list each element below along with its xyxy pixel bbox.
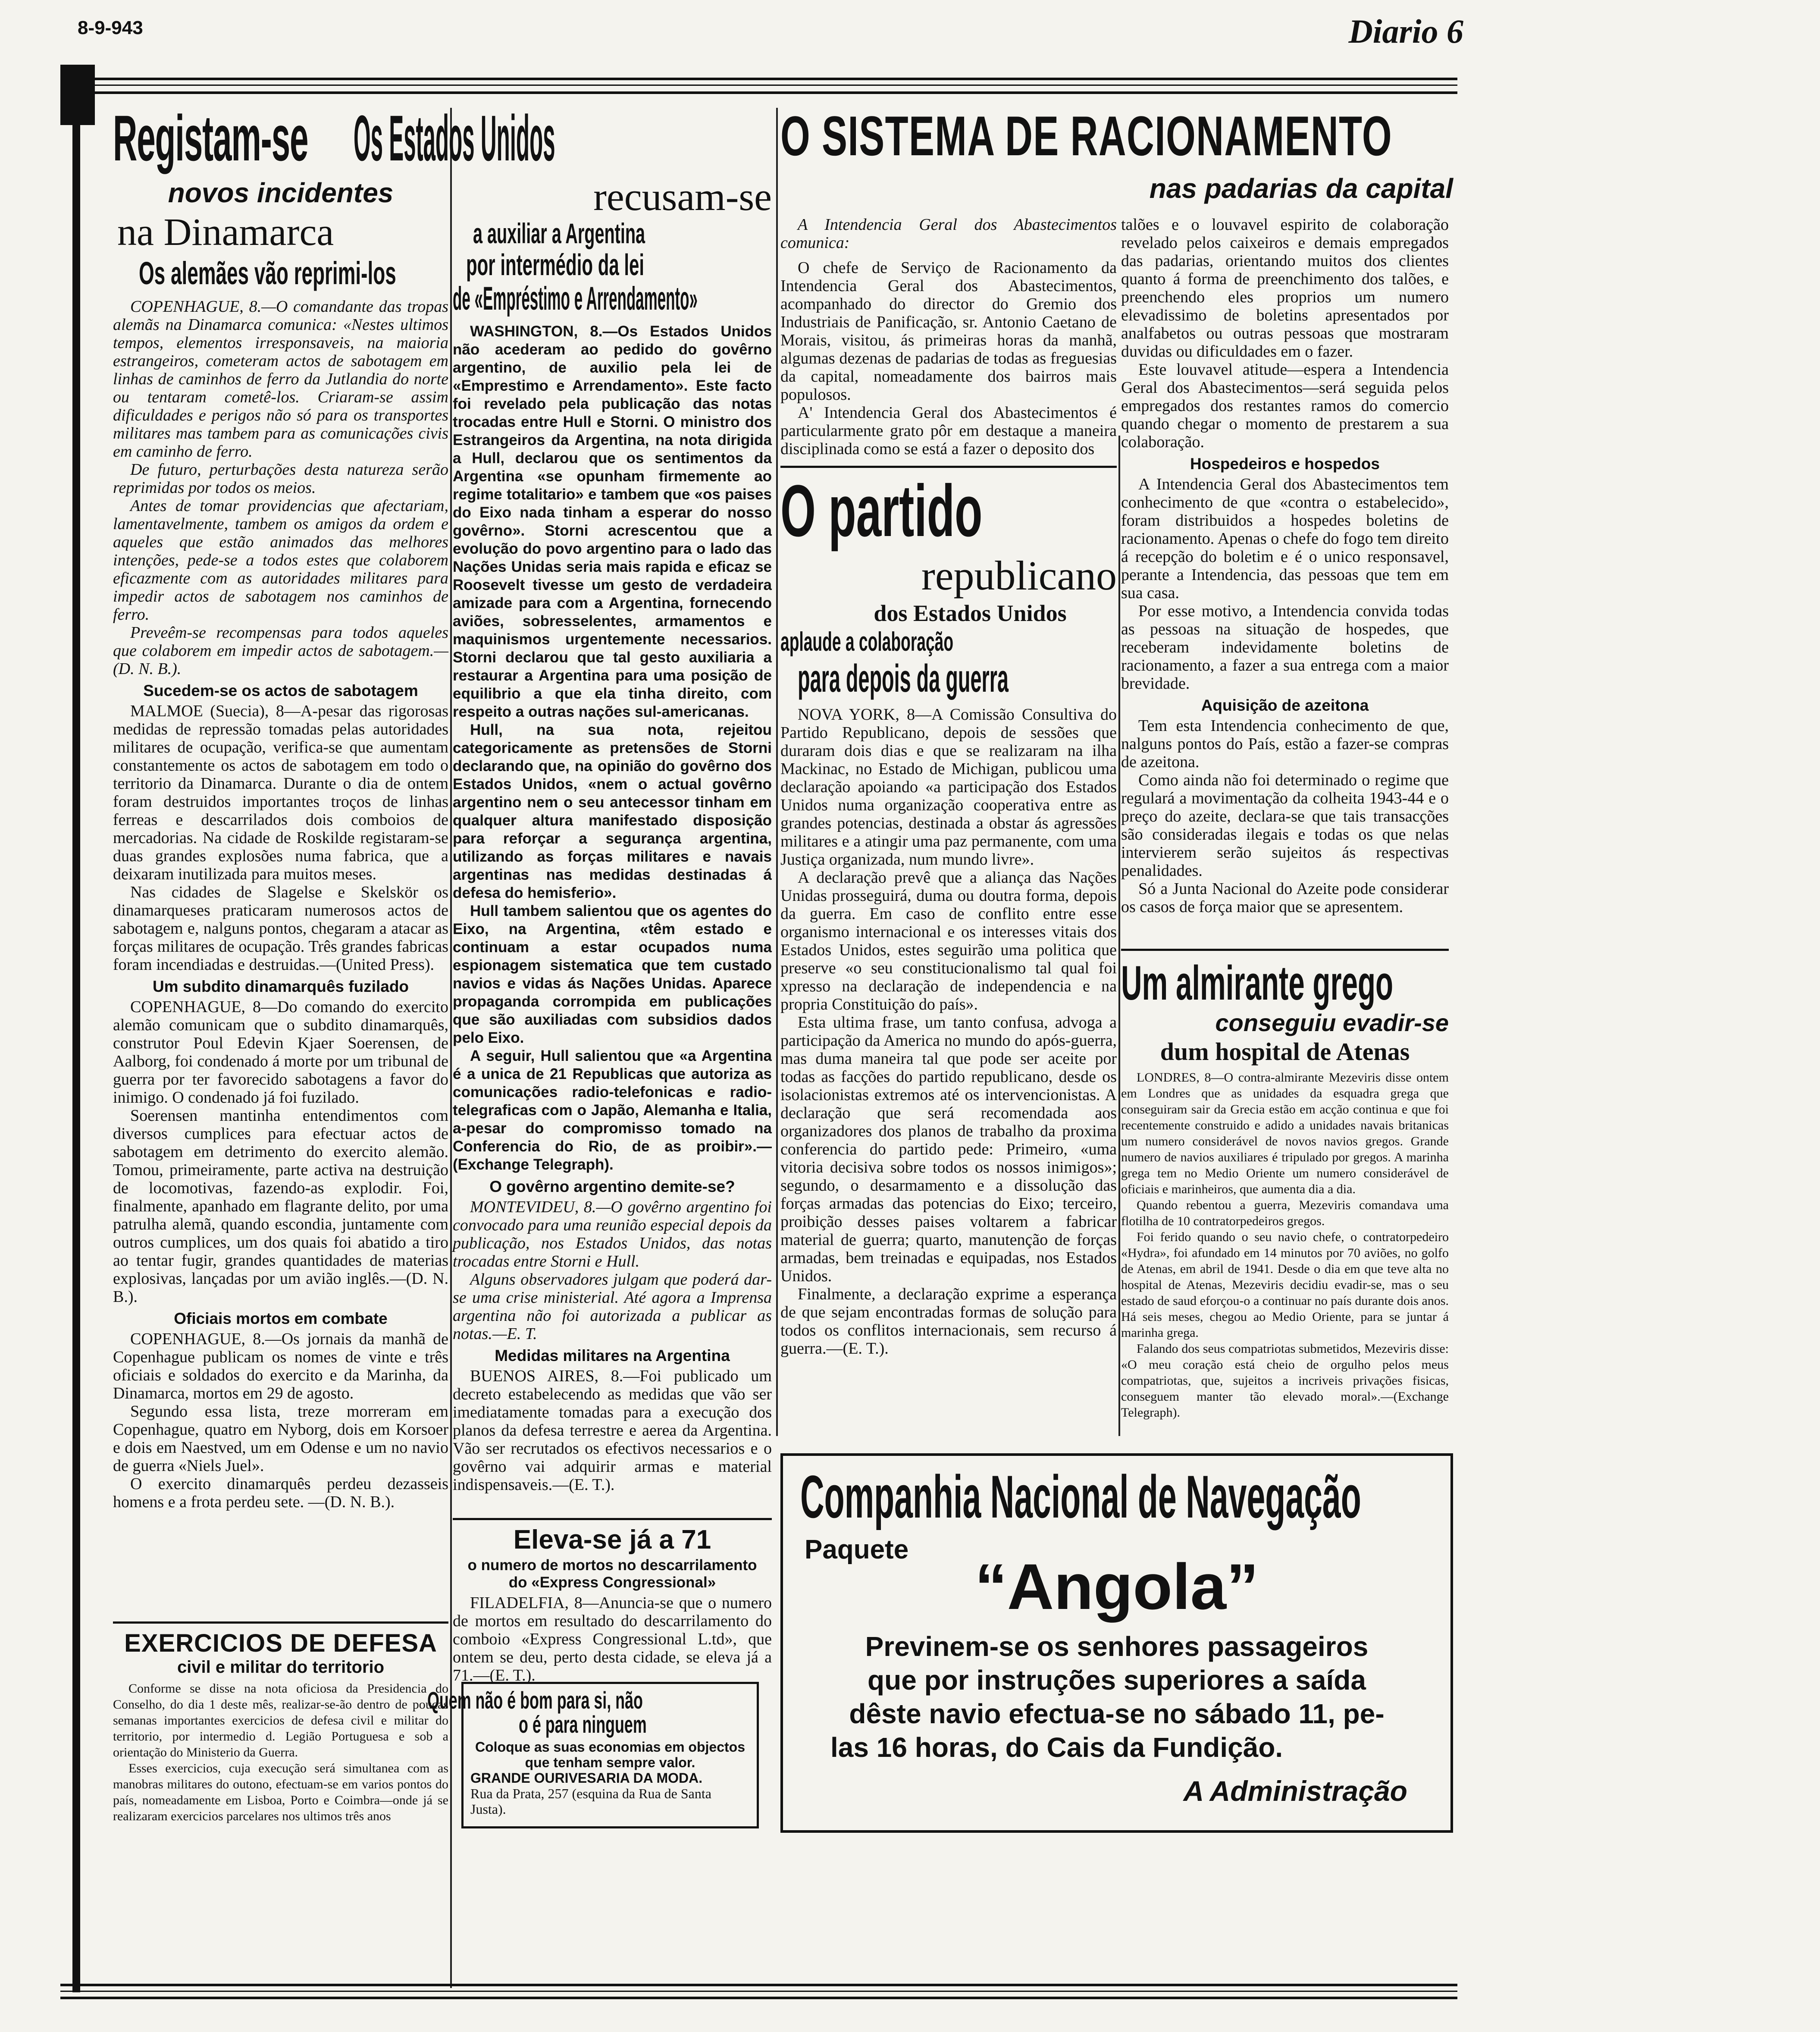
deck: dos Estados Unidos	[874, 600, 1067, 626]
paragraph: COPENHAGUE, 8.—O comandante das tropas alemãs na Dinamarca comunica: «Nestes ultimos tempos, elementos irresponsaveis, na maioria estrangeiros, cometeram actos de sabotagem em linhas de caminhos de ferro da Jutlandia do norte ou tentaram cometê-los. Criaram-se assim dificuldades e perigos não só para os transportes militares mas tambem para as comunicações civis em caminho de ferro.	[113, 298, 448, 461]
headline: Registam-se	[113, 102, 308, 174]
paragraph: BUENOS AIRES, 8.—Foi publicado um decreto estabelecendo as medidas que vão ser imediatamente tomadas para a execução dos planos da defesa terrestre e aerea da Argentina. Vão ser recrutados os efectivos necessarios e o govêrno vai adquirir armas e material indispensaveis.—(E. T.).	[453, 1367, 772, 1494]
paragraph: MONTEVIDEU, 8.—O govêrno argentino foi convocado para uma reunião especial depois da publicação, nos Estados Unidos, das notas trocadas entre Storni e Hull.	[453, 1198, 772, 1270]
deck: Os alemães vão reprimi-los	[139, 255, 396, 291]
ad-address: Rua da Prata, 257 (esquina da Rua de Santa Justa).	[470, 1786, 711, 1817]
paragraph: De futuro, perturbações desta natureza serão reprimidas por todos os meios.	[113, 461, 448, 497]
ad-line: dêste navio efectua-se no sábado 11, pe-	[849, 1698, 1385, 1729]
deck: para depois da guerra	[798, 657, 1009, 700]
paragraph: O chefe de Serviço de Racionamento da Intendencia Geral dos Abastecimentos, acompanhado do director do Gremio dos Industriais de Panificação, sr. Antonio Caetano de Morais, visitou, ás primeiras horas da manhã, algumas dezenas de padarias de todas as freguesias da capital, nomeadamente dos bairros mais populosos.	[780, 259, 1117, 404]
paragraph: Antes de tomar providencias que afectariam, lamentavelmente, tambem os amigos da ordem e aqueles que estão animados das melhores intenções, pede-se a todos estes que colaborem eficazmente com as autoridades militares para impedir actos de sabotagem nos caminhos de ferro.	[113, 497, 448, 624]
subheadline: republicano	[921, 552, 1117, 599]
paragraph: Soerensen mantinha entendimentos com diversos cumplices para efectuar actos de sabotagem em detrimento do exercito alemão. Tomou, primeiramente, parte activa na destruição de locomotivas, fazendo-as explodir. Foi, finalmente, apanhado em flagrante delito, por uma patrulha alemã, quando escondia, juntamente com outros cumplices, um dos quais foi abatido a tiro ao tentar fugir, grandes quantidades de materias explosivas, lançadas por um avião inglês.—(D. N. B.).	[113, 1107, 448, 1306]
paragraph: Esses exercicios, cuja execução será simultanea com as manobras militares do outono, efectuam-se em varios pontos do país, nomeadamente em Lisboa, Porto e Coimbra—onde já se realizaram exercicios parcelares nos ultimos três anos	[113, 1761, 448, 1823]
ad-signature: A Administração	[1183, 1775, 1407, 1807]
headline: O SISTEMA DE RACIONAMENTO	[780, 104, 1393, 167]
article-racionamento-cont	[1121, 216, 1449, 944]
column-divider	[1118, 436, 1120, 1436]
paragraph: Só a Junta Nacional do Azeite pode considerar os casos de força maior que se apresentem.	[1121, 880, 1449, 916]
paragraph: Este louvavel atitude—espera a Intendencia Geral dos Abastecimentos—será seguida pelos empregados dos restantes ramos do comercio quando chegar o momento de prestarem a sua colaboração.	[1121, 361, 1449, 451]
paragraph: Foi ferido quando o seu navio chefe, o contratorpedeiro «Hydra», foi afundado em 14 minutos por 70 aviões, no golfo de Atenas, em abril de 1941. Desde o dia em que teve alta no hospital de Atenas, Mezeviris decidiu evadir-se, mas o seu estado de saud eforçou-o a continuar no país durante dois anos. Há seis meses, chegou ao Medio Oriente, para se juntar á marinha grega.	[1121, 1230, 1449, 1340]
article-partido	[780, 470, 1117, 1440]
paragraph: COPENHAGUE, 8—Do comando do exercito alemão comunicam que o subdito dinamarquês, construtor Poul Edevin Kjaer Soerensen, de Aalborg, foi condenado á morte por um tribunal de guerra por ter favorecido sabotagens a favor do inimigo. O condenado já foi fuzilado.	[113, 998, 448, 1107]
paragraph: MALMOE (Suecia), 8—A-pesar das rigorosas medidas de repressão tomadas pelas autoridades militares de ocupação, verifica-se que aumentam constantemente os actos de sabotagem em todo o territorio da Dinamarca. Durante o dia de ontem foram destruidos importantes troços de linhas ferreas e descarrilados dois comboios de mercadorias. Na cidade de Roskilde registaram-se duas grandes explosões numa fabrica, que a deixaram inutilizada para muitos meses.	[113, 702, 448, 883]
subheadline: recusam-se	[593, 175, 772, 219]
headline: O partido	[780, 470, 983, 552]
headline: Eleva-se já a 71	[513, 1525, 711, 1555]
ad-title: o é para ninguem	[519, 1711, 647, 1738]
headline-racionamento	[780, 103, 1453, 177]
paragraph: Quando rebentou a guerra, Mezeviris comandava uma flotilha de 10 contratorpedeiros gregos.	[1121, 1198, 1449, 1228]
section-rule	[780, 466, 1117, 468]
paragraph: A Intendencia Geral dos Abastecimentos comunica:	[780, 216, 1117, 252]
subheadline: civil e militar do territorio	[177, 1658, 385, 1677]
paragraph: Hull tambem salientou que os agentes do Eixo, na Argentina, «têm estado e continuam a estar ocupados numa espionagem sistematica que tem custado navios e vidas ás Nações Unidas. Aparece propaganda corrompida em publicações que são auxiliadas com subsidios dados pelo Eixo.	[453, 903, 772, 1046]
paragraph: WASHINGTON, 8.—Os Estados Unidos não acederam ao pedido do govêrno argentino, de auxilio pela lei de «Emprestimo e Arrendamento». Este facto foi revelado pela publicação das notas trocadas entre Hull e Storni. O ministro dos Estrangeiros da Argentina, na nota dirigida a Hull, declarou que os sentimentos da Argentina «se opunham firmemente ao regime totalitario» e tambem que «os paises do Eixo nada tinham a esperar do nosso govêrno». Storni acrescentou que a evolução do povo argentino para o lado das Nações Unidas seria mais rapida e eficaz se Roosevelt tivesse um gesto de verdadeira amizade para com a Argentina, fornecendo aviões, sobresselentes, armamentos e maquinismos urgentemente necessarios. Storni declarou que tal gesto auxiliaria a restaurar a Argentina para uma posição de equilibrio a que ela tinha direito, com respeito a outras nações sul-americanas.	[453, 323, 772, 720]
paragraph: Por esse motivo, a Intendencia convida todas as pessoas na situação de hospedes, que receberam indevidamente boletins de racionamento, a fazer a sua entrega com a maior brevidade.	[1121, 602, 1449, 693]
paragraph: COPENHAGUE, 8.—Os jornais da manhã de Copenhague publicam os nomes de vinte e três oficiais e soldados do exercito e da Marinha, da Dinamarca, mortos em 29 de agosto.	[113, 1330, 448, 1402]
ad-line: que por instruções superiores a saída	[868, 1665, 1366, 1696]
ad-store: GRANDE OURIVESARIA DA MODA.	[470, 1770, 703, 1786]
paragraph: NOVA YORK, 8—A Comissão Consultiva do Partido Republicano, depois de sessões que duraram dois dias e que se realizaram na ilha Mackinac, no Estado de Michigan, publicou uma declaração apoiando «a participação dos Estados Unidos numa organização cooperativa entre as grandes potencias, destinada a obstar ás agressões militares e a atingir uma paz permanente, com uma Justiça organizada, num mundo livre».	[780, 706, 1117, 869]
subheadline: novos incidentes	[168, 177, 394, 208]
subheading: Medidas militares na Argentina	[495, 1347, 730, 1364]
paragraph: LONDRES, 8—O contra-almirante Mezeviris disse ontem em Londres que as unidades da esquadra grega que conseguiram sair da Grecia estão em acção continua e que foi recentemente construido e adido a unidades navais britanicas um numero considerável de novos navios gregos. Grande numero de navios auxiliares é tripulado por gregos. A marinha grega tem no Medio Oriente um numero considerável de oficiais e marinheiros, que aumenta dia a dia.	[1121, 1070, 1449, 1196]
subheading: Sucedem-se os actos de sabotagem	[143, 682, 418, 699]
paragraph: A Intendencia Geral dos Abastecimentos tem conhecimento de que «contra o estabelecido», foram distribuidos a hospedes boletins de racionamento. Apenas o chefe do fogo tem direito á recepção do boletim e é o unico responsavel, perante a Intendencia, das pessoas que tem em sua casa.	[1121, 475, 1449, 602]
paragraph: Segundo essa lista, treze morreram em Copenhague, quatro em Nyborg, dois em Korsoer e dois em Naestved, um em Odense e um no navio de guerra «Niels Juel».	[113, 1402, 448, 1475]
paragraph: Preveêm-se recompensas para todos aqueles que colaborem em impedir actos de sabotagem.—(D. N. B.).	[113, 624, 448, 678]
section-rule	[453, 1518, 772, 1520]
article-estados-unidos	[354, 102, 772, 1522]
paragraph: Esta ultima frase, um tanto confusa, advoga a participação da America no mundo do após-guerra, mas duma maneira tal que pode ser aceite por todas as facções do partido republicano, desde os isolacionistas extremos até os intervencionistas. A declaração que será recomendada aos organizadores dos planos de trabalho da proxima conferencia do partido pede: Primeiro, «uma vitoria decisiva sobre todos os nossos inimigos»; segundo, o desarmamento e a dissolução das forças armadas das potencias do Eixo; terceiro, proibição desses paises voltarem a fabricar material de guerra; quarto, manutenção de forças armadas, bem treinadas e equipadas, nos Estados Unidos.	[780, 1013, 1117, 1285]
headline: EXERCICIOS DE DEFESA	[124, 1629, 437, 1657]
subheadline: nas padarias da capital	[1149, 173, 1453, 204]
margin-rule	[72, 65, 80, 1992]
subheading: Um subdito dinamarquês fuzilado	[152, 978, 409, 995]
subheading: Hospedeiros e hospedos	[1190, 455, 1380, 473]
article-exercicios	[113, 1621, 448, 1932]
column-divider	[776, 108, 778, 1436]
newspaper-title: Diario 6	[1348, 13, 1463, 50]
ad-company: Companhia Nacional de Navegação	[800, 1463, 1361, 1530]
ad-body: Coloque as suas economias em objectos que tenham sempre valor.	[475, 1739, 745, 1770]
paragraph: Finalmente, a declaração exprime a esperança de que sejam encontradas formas de solução para todos os conflitos internacionais, sem recurso á guerra.—(E. T.).	[780, 1285, 1117, 1358]
deck: aplaude a colaboração	[780, 627, 954, 657]
deck: dum hospital de Atenas	[1160, 1038, 1410, 1066]
ad-companhia-navegacao	[780, 1453, 1453, 1833]
paragraph: A seguir, Hull salientou que «a Argentina é a unica de 21 Republicas que autoriza as comunicações radio-telefonicas e radio-telegraficas com o Japão, Alemanha e Italia, a-pesar do compromisso tomado na Conferencia do Rio, de as proibir».—(Exchange Telegraph).	[453, 1047, 772, 1173]
issue-date: 8-9-943	[78, 17, 143, 38]
section-rule	[113, 1621, 448, 1624]
ad-ourivesaria	[427, 1682, 759, 1828]
ad-label: Paquete	[805, 1535, 909, 1565]
headline: Um almirante grego	[1121, 956, 1394, 1010]
ad-line: las 16 horas, do Cais da Fundição.	[830, 1732, 1283, 1763]
footer-rule	[60, 1984, 1457, 1986]
paragraph: Falando dos seus compatriotas submetidos, Mezeviris disse: «O meu coração está cheio de orgulho pelos meus compatriotas, que, sujeitos a incriveis privações fisicas, conseguem manter tão elevado moral».—(Exchange Telegraph).	[1121, 1342, 1449, 1420]
paragraph: Nas cidades de Slagelse e Skelskör os dinamarqueses praticaram numerosos actos de sabotagem e, nalguns pontos, chegaram a atacar as forças militares de ocupação. Três grandes fabricas foram incendiadas e destruidas.—(United Press).	[113, 883, 448, 974]
subheading: Aquisição de azeitona	[1201, 696, 1369, 714]
header-rule-2	[60, 85, 1457, 86]
paragraph: Tem esta Intendencia conhecimento de que, nalguns pontos do País, estão a fazer-se compras de azeitona.	[1121, 717, 1449, 771]
header-rule-3	[60, 91, 1457, 94]
paragraph: Como ainda não foi determinado o regime que regulará a movimentação da colheita 1943-44 e o preço do azeite, declara-se que tais transacções são consideradas ilegais e todas os que nelas intervierem serão sujeitos ás respectivas penalidades.	[1121, 771, 1449, 880]
subheading: Oficiais mortos em combate	[174, 1310, 388, 1327]
ad-ship-name: “Angola”	[974, 1550, 1259, 1623]
article-racionamento	[780, 216, 1117, 457]
footer-rule-3	[60, 1997, 1457, 1999]
article-eleva	[453, 1518, 772, 1684]
header-rule	[60, 78, 1457, 80]
subheadline: o numero de mortos no descarrilamento do «Express Congressional»	[467, 1557, 757, 1591]
headline-place: na Dinamarca	[117, 211, 334, 254]
paragraph: O exercito dinamarquês perdeu dezasseis homens e a frota perdeu sete. —(D. N. B.).	[113, 1475, 448, 1511]
section-rule	[1121, 949, 1449, 951]
paragraph: Hull, na sua nota, rejeitou categoricamente as pretensões de Storni declarando que, na opinião do govêrno dos Estados Unidos, «nem o actual govêrno argentino nem o seu antecessor tinham em qualquer altura manifestado disposição para reforçar a segurança argentina, utilizando as forças militares e navais argentinas nas medidas destinadas á defesa do hemisferio».	[453, 721, 772, 901]
paragraph: talões e o louvavel espirito de colaboração revelado pelos caixeiros e demais empregados das padarias, orientando muitos dos clientes quanto á forma de preenchimento dos talões, e preenchendo eles proprios um numero elevadissimo de boletins apresentados por analfabetos ou outras pessoas que mostraram duvidas ou dificuldades em o fazer.	[1121, 216, 1449, 361]
article-almirante	[1121, 957, 1449, 1436]
paragraph: FILADELFIA, 8—Anuncia-se que o numero de mortos em resultado do descarrilamento do comboio «Express Congressional L.td», que ontem se deu, perto desta cidade, se eleva já a 71.—(E. T.).	[453, 1594, 772, 1684]
headline: Os Estados Unidos	[354, 102, 555, 174]
paragraph: A' Intendencia Geral dos Abastecimentos é particularmente grato pôr em destaque a maneira disciplinada como se está a fazer o deposito dos	[780, 404, 1117, 458]
ad-line: Previnem-se os senhores passageiros	[865, 1631, 1369, 1662]
subheadline: conseguiu evadir-se	[1215, 1009, 1449, 1036]
footer-rule-2	[60, 1991, 1457, 1992]
ad-title: Quem não é bom para si, não	[427, 1687, 643, 1714]
deck: de «Empréstimo e Arrendamento»	[453, 280, 698, 317]
deck: por intermédio da lei	[466, 248, 644, 282]
deck: a auxiliar a Argentina	[473, 217, 645, 249]
paragraph: Conforme se disse na nota oficiosa da Presidencia do Conselho, do dia 1 deste mês, realizar-se-ão dentro de poucas semanas importantes exercicios de defesa civil e militar do territorio, por intermedio d. Legião Portuguesa e sob a orientação do Ministerio da Guerra.	[113, 1681, 448, 1759]
subheading: O govêrno argentino demite-se?	[489, 1178, 735, 1195]
paragraph: A declaração prevê que a aliança das Nações Unidas prosseguirá, duma ou doutra forma, depois da guerra. Em caso de conflito entre esse organismo internacional e os interesses vitais dos Estados Unidos, estes seguirão uma politica que preserve «o seu constitucionalismo tal qual foi xpresso na declaração de independencia e na propria Constituição do país».	[780, 869, 1117, 1013]
paragraph: Alguns observadores julgam que poderá dar-se uma crise ministerial. Até agora a Imprensa argentina não foi autorizada a publicar as notas.—E. T.	[453, 1270, 772, 1343]
